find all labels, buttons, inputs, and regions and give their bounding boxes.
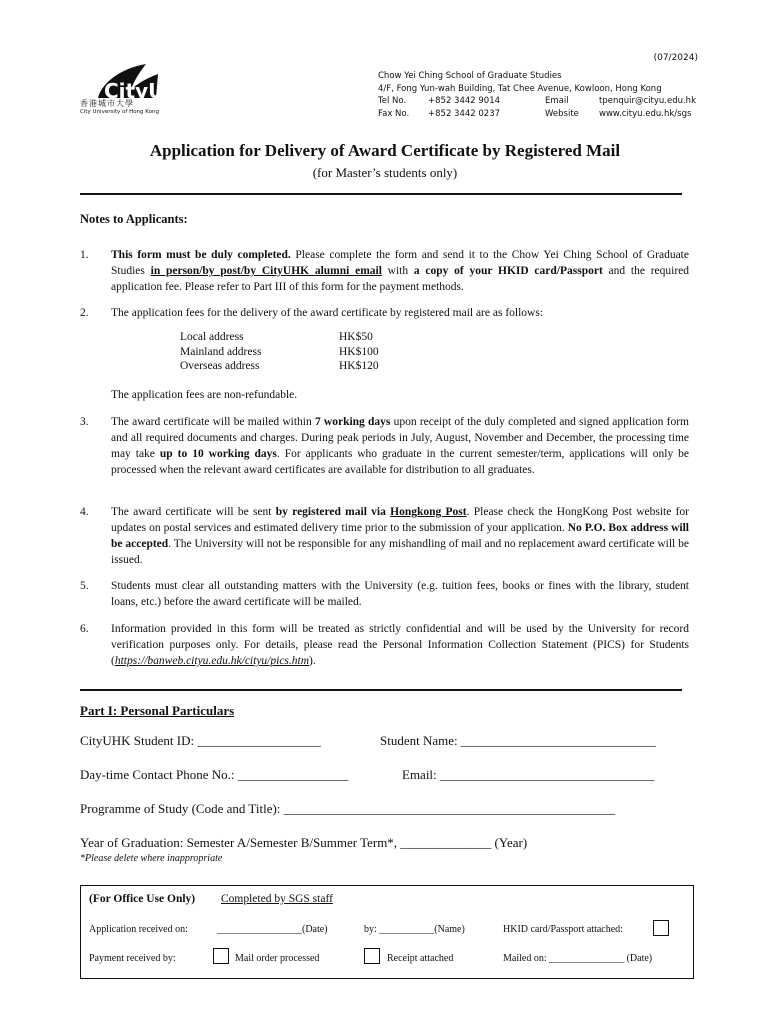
email-value[interactable]: tpenquir@cityu.edu.hk xyxy=(599,96,696,106)
office-title: (For Office Use Only) xyxy=(89,893,196,905)
note-number: 2. xyxy=(80,307,89,319)
app-received-label: Application received on: xyxy=(89,924,188,935)
graduation-field[interactable]: Year of Graduation: Semester A/Semester B/Summer Term*, ______________ (Year) xyxy=(80,835,528,850)
note-number: 4. xyxy=(80,506,89,518)
submission-methods: in person/by post/by CityUHK alumni email xyxy=(150,265,382,277)
programme-field[interactable]: Programme of Study (Code and Title): ___________________________________________________ xyxy=(80,801,616,816)
form-title: Application for Delivery of Award Certificate by Registered Mail xyxy=(149,141,621,160)
school-address: 4/F, Fong Yun-wah Building, Tat Chee Avenue, Kowloon, Hong Kong xyxy=(378,83,662,94)
cityu-logo xyxy=(80,58,192,120)
receipt-checkbox[interactable] xyxy=(364,948,380,964)
student-id-field[interactable]: CityUHK Student ID: ___________________ xyxy=(80,733,321,748)
note-span: . Please check the HongKong Post website for updates on postal services and estimated delivery time prior to the submission of your application. xyxy=(111,506,690,534)
pics-link[interactable]: https://banweb.cityu.edu.hk/cityu/pics.htm xyxy=(114,655,310,667)
part1-title: Part I: Personal Particulars xyxy=(80,703,235,718)
tel-row xyxy=(378,95,708,108)
website-label: Website xyxy=(545,108,579,119)
note-span: and the required application fee. Please refer to Part III of this form for the payment methods. xyxy=(111,265,690,293)
hkid-label: HKID card/Passport attached: xyxy=(503,924,623,935)
note-1 xyxy=(80,247,690,297)
note-span: upon receipt of the duly completed and signed application form and all required documents and charges. During peak periods in July, August, November and December, the processing time may take xyxy=(111,416,689,460)
hkid-checkbox[interactable] xyxy=(653,920,669,936)
fee-value: HK$100 xyxy=(339,345,379,358)
notes-heading: Notes to Applicants: xyxy=(80,212,188,226)
note-bold: up to 10 working days xyxy=(159,448,277,460)
note-bold: No P.O. Box address will be accepted xyxy=(111,522,689,550)
email-label: Email xyxy=(545,96,569,106)
note-text xyxy=(111,504,689,568)
note-span: with xyxy=(381,265,414,277)
completed-by: Completed by SGS staff xyxy=(221,893,333,905)
delete-note: *Please delete where inappropriate xyxy=(80,853,223,864)
phone-field[interactable]: Day-time Contact Phone No.: _________________ xyxy=(80,767,349,782)
svg-text:CityU: CityU xyxy=(104,79,165,103)
tel-label: Tel No. xyxy=(378,96,407,106)
hongkong-post: Hongkong Post xyxy=(390,506,467,518)
fee-label: Local address xyxy=(180,331,244,343)
note-span: ). xyxy=(309,655,316,667)
website-value[interactable]: www.cityu.edu.hk/sgs xyxy=(599,108,692,119)
note-6 xyxy=(80,621,690,671)
note-5 xyxy=(80,578,690,612)
note-number: 1. xyxy=(80,249,89,261)
tel-value: +852 3442 9014 xyxy=(428,96,501,106)
form-subtitle: (for Master’s students only) xyxy=(312,165,458,180)
office-use-box xyxy=(80,885,694,979)
non-refundable-note: The application fees are non-refundable. xyxy=(111,389,298,401)
student-name-field[interactable]: Student Name: ______________________________ xyxy=(380,733,656,748)
note-bold: This form must be duly completed. xyxy=(111,249,291,261)
fee-table xyxy=(180,330,440,376)
note-text xyxy=(111,414,689,478)
fax-label: Fax No. xyxy=(378,108,410,119)
mail-order-label: Mail order processed xyxy=(235,953,320,964)
fax-row xyxy=(378,108,708,121)
logo-chinese: 香港城市大學 xyxy=(80,99,134,108)
fee-value: HK$50 xyxy=(339,331,373,343)
note-span: . For applicants who graduate in the current semester/term, applications will only be processed when the relevant award certificates are available for distribution to all graduates. xyxy=(111,448,690,476)
note-span: The award certificate will be mailed within xyxy=(111,416,315,428)
note-span: The award certificate will be sent xyxy=(111,506,276,518)
fee-label: Mainland address xyxy=(180,345,262,358)
note-2 xyxy=(80,305,690,401)
note-span: . The University will not be responsible for any mishandling of mail and no replacement award certificate will be issued. xyxy=(111,538,689,566)
school-name: Chow Yei Ching School of Graduate Studies xyxy=(378,71,562,81)
note-number: 5. xyxy=(80,580,89,592)
fee-value: HK$120 xyxy=(339,360,379,372)
logo-english: City University of Hong Kong xyxy=(80,109,159,115)
note-bold: 7 working days xyxy=(314,416,391,428)
receipt-label: Receipt attached xyxy=(387,953,454,964)
note-number: 6. xyxy=(80,623,89,635)
received-by-name[interactable]: by: ___________(Name) xyxy=(364,924,465,935)
note-bold: a copy of your HKID card/Passport xyxy=(413,265,603,277)
note-span: Information provided in this form will be treated as strictly confidential and will be used by the University for record verification purposes only. For details, please read the Personal Information Collection Statement (PICS) for Students ( xyxy=(111,623,689,667)
title-divider xyxy=(80,193,682,195)
note-text xyxy=(111,621,689,669)
mail-order-checkbox[interactable] xyxy=(213,948,229,964)
note-text: Students must clear all outstanding matters with the University (e.g. tuition fees, books or fines with the library, student loans, etc.) before the award certificate will be mailed. xyxy=(111,580,689,608)
email-field[interactable]: Email: _________________________________ xyxy=(402,767,655,782)
note-text: The application fees for the delivery of the award certificate by registered mail are as follows: xyxy=(111,307,544,319)
fee-label: Overseas address xyxy=(180,360,260,372)
note-number: 3. xyxy=(80,416,89,428)
contact-block xyxy=(378,70,708,120)
mailed-on[interactable]: Mailed on: _______________ (Date) xyxy=(503,953,653,964)
note-span: Please complete the form and send it to the Chow Yei Ching School of Graduate Studies xyxy=(111,249,689,277)
note-3 xyxy=(80,414,690,496)
fax-value: +852 3442 0237 xyxy=(428,108,501,119)
payment-label: Payment received by: xyxy=(89,953,176,964)
part1-divider xyxy=(80,689,682,691)
date-code: (07/2024) xyxy=(653,53,698,63)
note-text xyxy=(111,247,689,295)
note-4 xyxy=(80,504,690,570)
app-received-date[interactable]: _________________(Date) xyxy=(217,924,328,935)
note-bold: by registered mail via xyxy=(275,506,391,518)
